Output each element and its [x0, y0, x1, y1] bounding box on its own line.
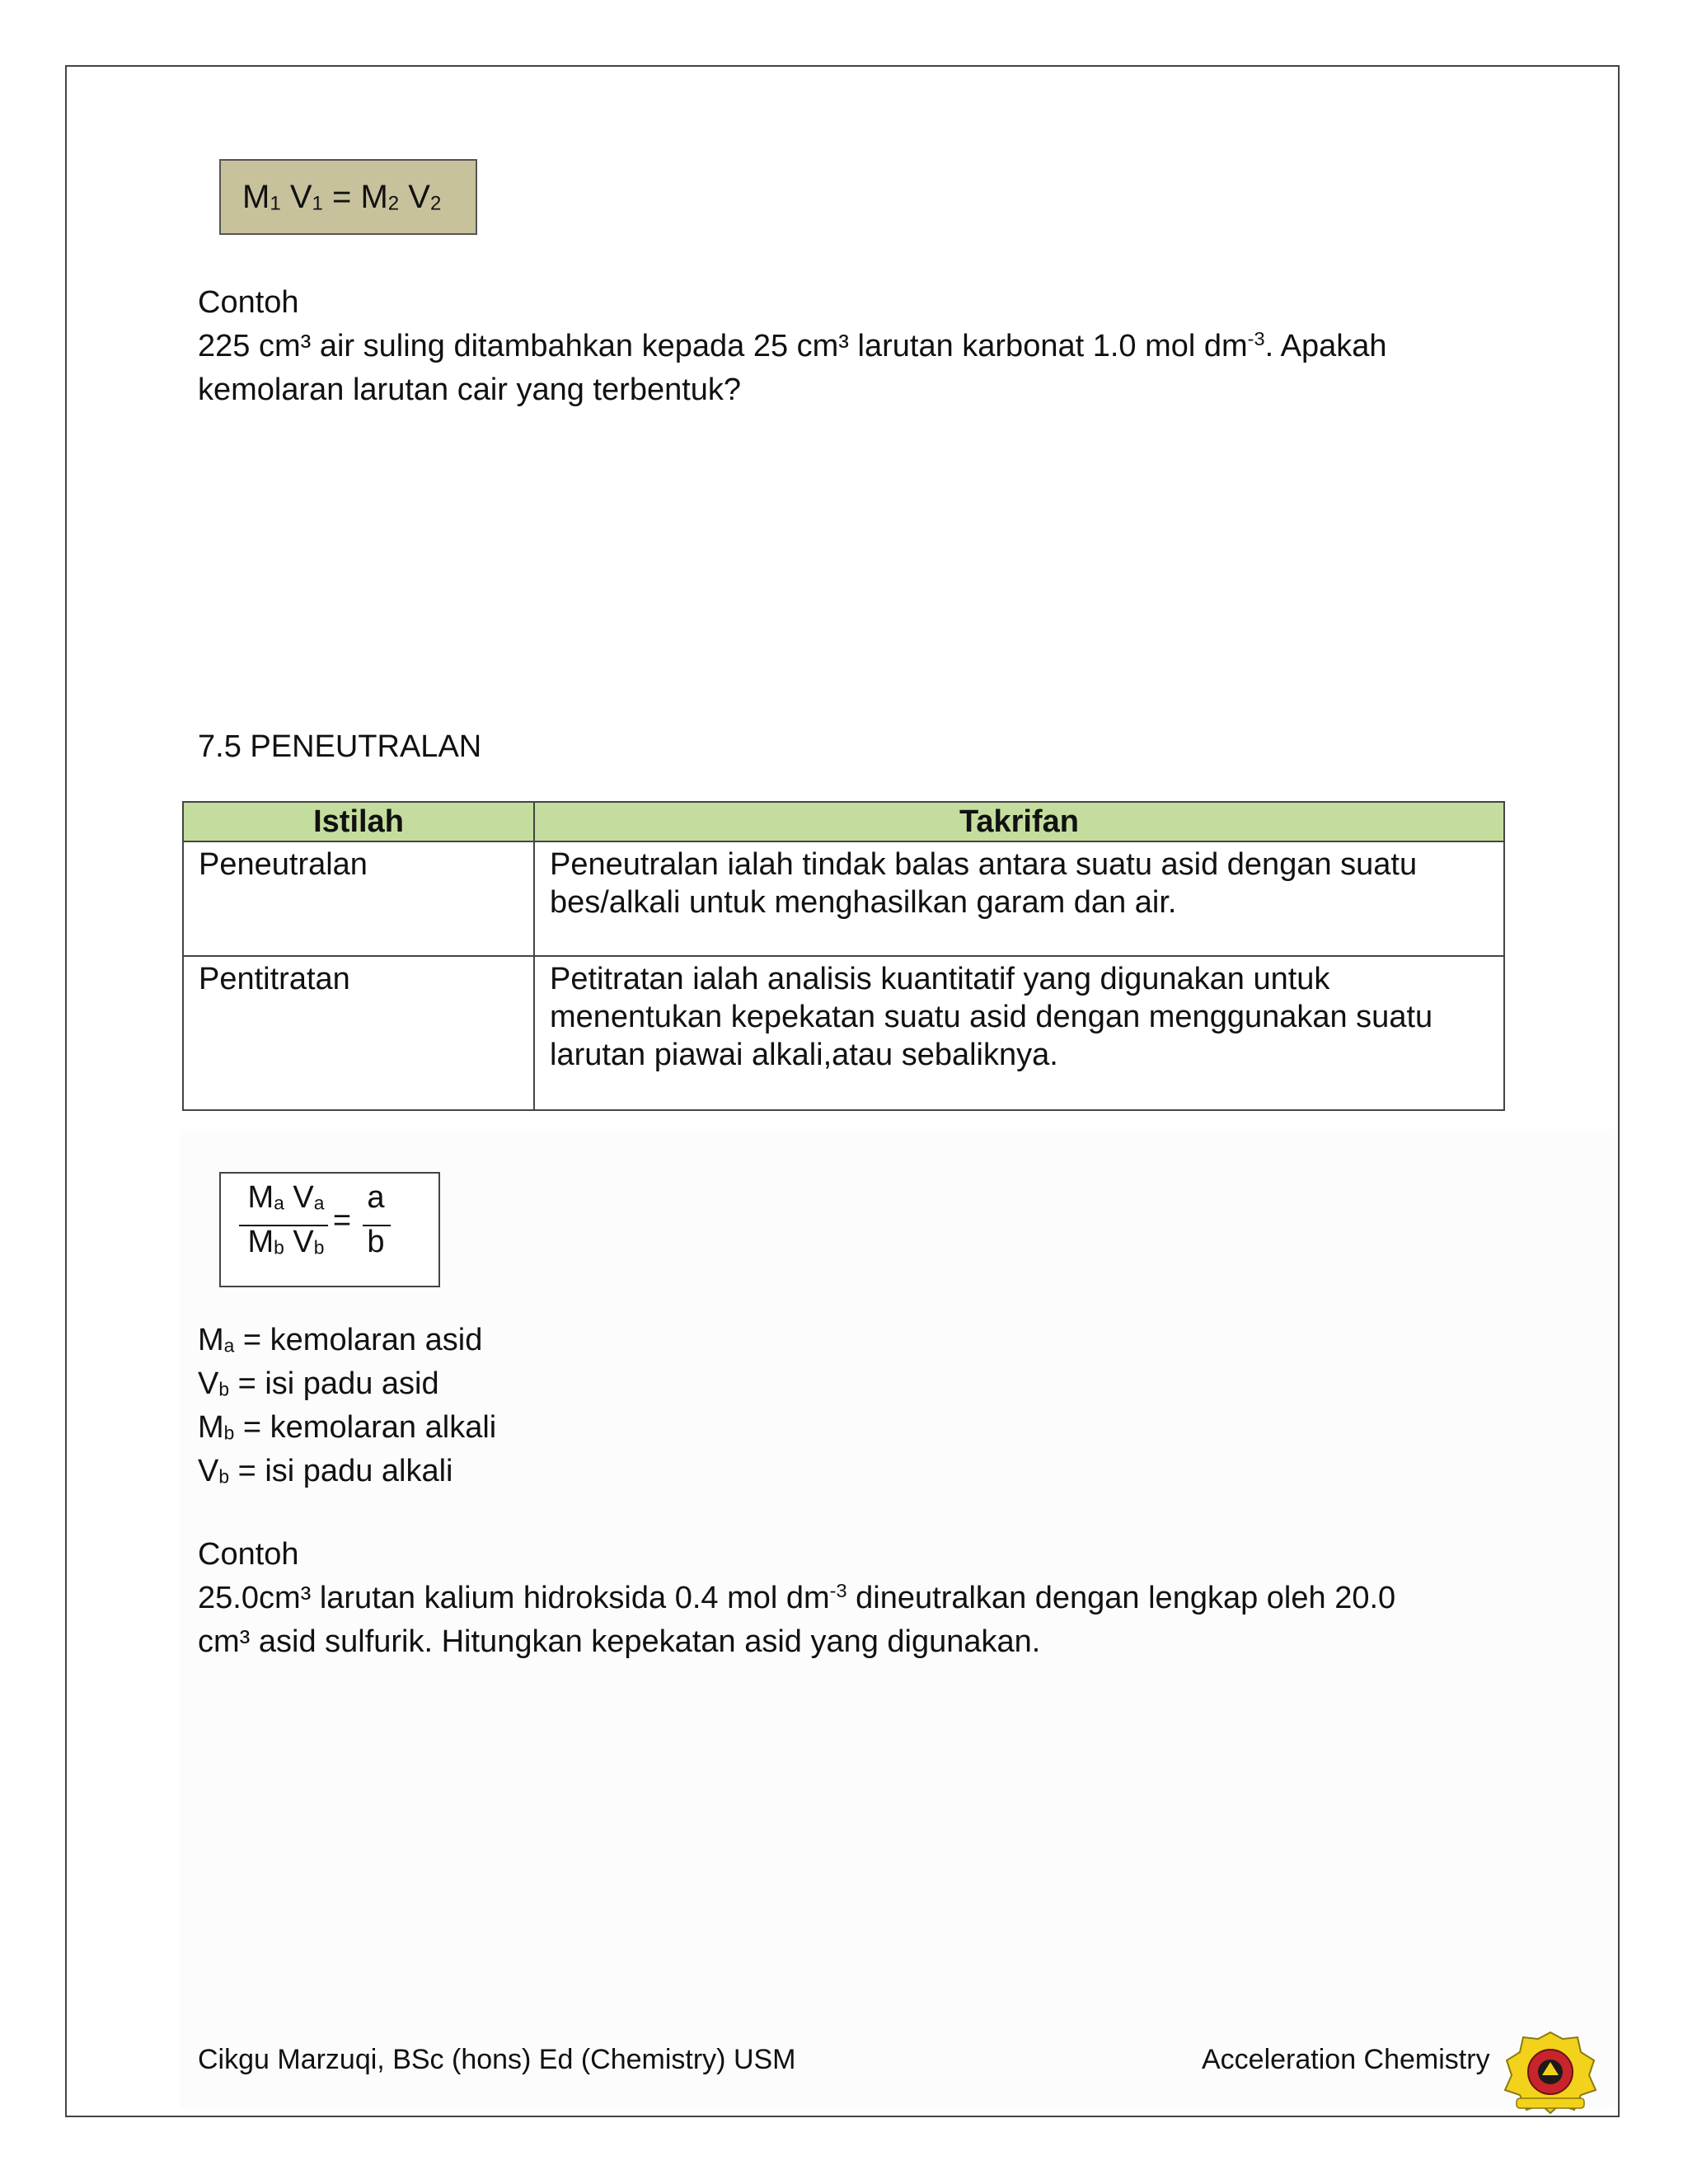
example-2-label: Contoh — [198, 1537, 299, 1572]
variable-sub: b — [223, 1422, 235, 1444]
definition-line: menentukan kepekatan suatu asid dengan menggunakan suatu — [550, 1000, 1433, 1034]
formula-equals: = — [331, 179, 352, 215]
table-row — [183, 956, 1504, 1110]
formula-m2: M — [360, 179, 388, 215]
formula-sub: 2 — [429, 192, 442, 215]
footer-author: Cikgu Marzuqi, BSc (hons) Ed (Chemistry) USM — [198, 2044, 796, 2075]
footer-title: Acceleration Chemistry — [1202, 2044, 1490, 2075]
variable-desc: = kemolaran alkali — [234, 1410, 497, 1445]
variable-definitions — [198, 1319, 496, 1493]
formula-sub: a — [313, 1192, 325, 1214]
example-2 — [198, 1533, 1395, 1664]
definition-line: Petitratan ialah analisis kuantitatif yang digunakan untuk — [550, 962, 1330, 996]
example-2-line-1 — [198, 1577, 1395, 1620]
definition-line: larutan piawai alkali,atau sebaliknya. — [550, 1038, 1058, 1072]
titration-formula-box — [219, 1172, 440, 1287]
variable-symbol: V — [198, 1454, 219, 1488]
formula-v2: V — [408, 179, 430, 215]
formula-sub: b — [274, 1236, 284, 1258]
formula-symbol: M — [247, 1180, 274, 1215]
section-heading: 7.5 PENEUTRALAN — [198, 729, 482, 764]
example-2-line-2: cm³ asid sulfurik. Hitungkan kepekatan asid yang digunakan. — [198, 1624, 1041, 1659]
table-header-row — [183, 802, 1504, 841]
example-1-label: Contoh — [198, 285, 299, 320]
variable-symbol: M — [198, 1323, 224, 1357]
formula-v1: V — [289, 179, 312, 215]
example-1 — [198, 281, 1387, 412]
example-1-text: 225 cm³ air suling ditambahkan kepada 25 cm³ larutan karbonat 1.0 mol dm — [198, 329, 1248, 363]
table-header-term: Istilah — [183, 802, 534, 841]
variable-item — [198, 1450, 496, 1493]
example-2-text: dineutralkan dengan lengkap oleh 20.0 — [846, 1581, 1396, 1615]
formula-rhs-denominator: b — [367, 1225, 385, 1259]
variable-item — [198, 1362, 496, 1406]
formula-symbol: V — [293, 1180, 314, 1215]
formula-sub: 1 — [270, 192, 281, 215]
table-cell-definition — [534, 841, 1504, 956]
example-2-superscript: -3 — [829, 1580, 847, 1602]
formula-equals: = — [332, 1203, 352, 1238]
variable-symbol: V — [198, 1366, 219, 1401]
formula-sub: a — [274, 1192, 284, 1214]
variable-desc: = kemolaran asid — [234, 1323, 483, 1357]
variable-sub: b — [218, 1378, 230, 1400]
table-header-definition: Takrifan — [534, 802, 1504, 841]
table-cell-term: Peneutralan — [183, 841, 534, 956]
definitions-table — [182, 801, 1505, 1111]
formula-m1: M — [242, 179, 270, 215]
formula-symbol: V — [293, 1225, 314, 1259]
formula-denominator — [241, 1225, 331, 1260]
example-1-line-2: kemolaran larutan cair yang terbentuk? — [198, 373, 742, 407]
variable-sub: a — [223, 1334, 235, 1357]
variable-item — [198, 1319, 496, 1362]
variable-desc: = isi padu asid — [229, 1366, 439, 1401]
formula-symbol: M — [247, 1225, 274, 1259]
school-crest-icon — [1498, 2029, 1602, 2115]
table-cell-definition — [534, 956, 1504, 1110]
formula-sub: 2 — [387, 192, 400, 215]
example-1-superscript: -3 — [1247, 328, 1265, 350]
variable-desc: = isi padu alkali — [229, 1454, 453, 1488]
formula-sub: 1 — [312, 192, 323, 215]
table-cell-term: Pentitratan — [183, 956, 534, 1110]
dilution-formula-box — [219, 159, 477, 235]
formula-sub: b — [313, 1236, 325, 1258]
variable-symbol: M — [198, 1410, 224, 1445]
definition-line: Peneutralan ialah tindak balas antara suatu asid dengan suatu — [550, 847, 1418, 882]
example-1-line-1 — [198, 325, 1387, 368]
example-2-text: 25.0cm³ larutan kalium hidroksida 0.4 mol dm — [198, 1581, 830, 1615]
definition-line: bes/alkali untuk menghasilkan garam dan air. — [550, 885, 1177, 920]
table-row — [183, 841, 1504, 956]
example-1-text: . Apakah — [1264, 329, 1387, 363]
formula-rhs-numerator: a — [367, 1180, 385, 1215]
variable-sub: b — [218, 1465, 230, 1488]
variable-item — [198, 1406, 496, 1450]
formula-numerator — [241, 1180, 331, 1216]
